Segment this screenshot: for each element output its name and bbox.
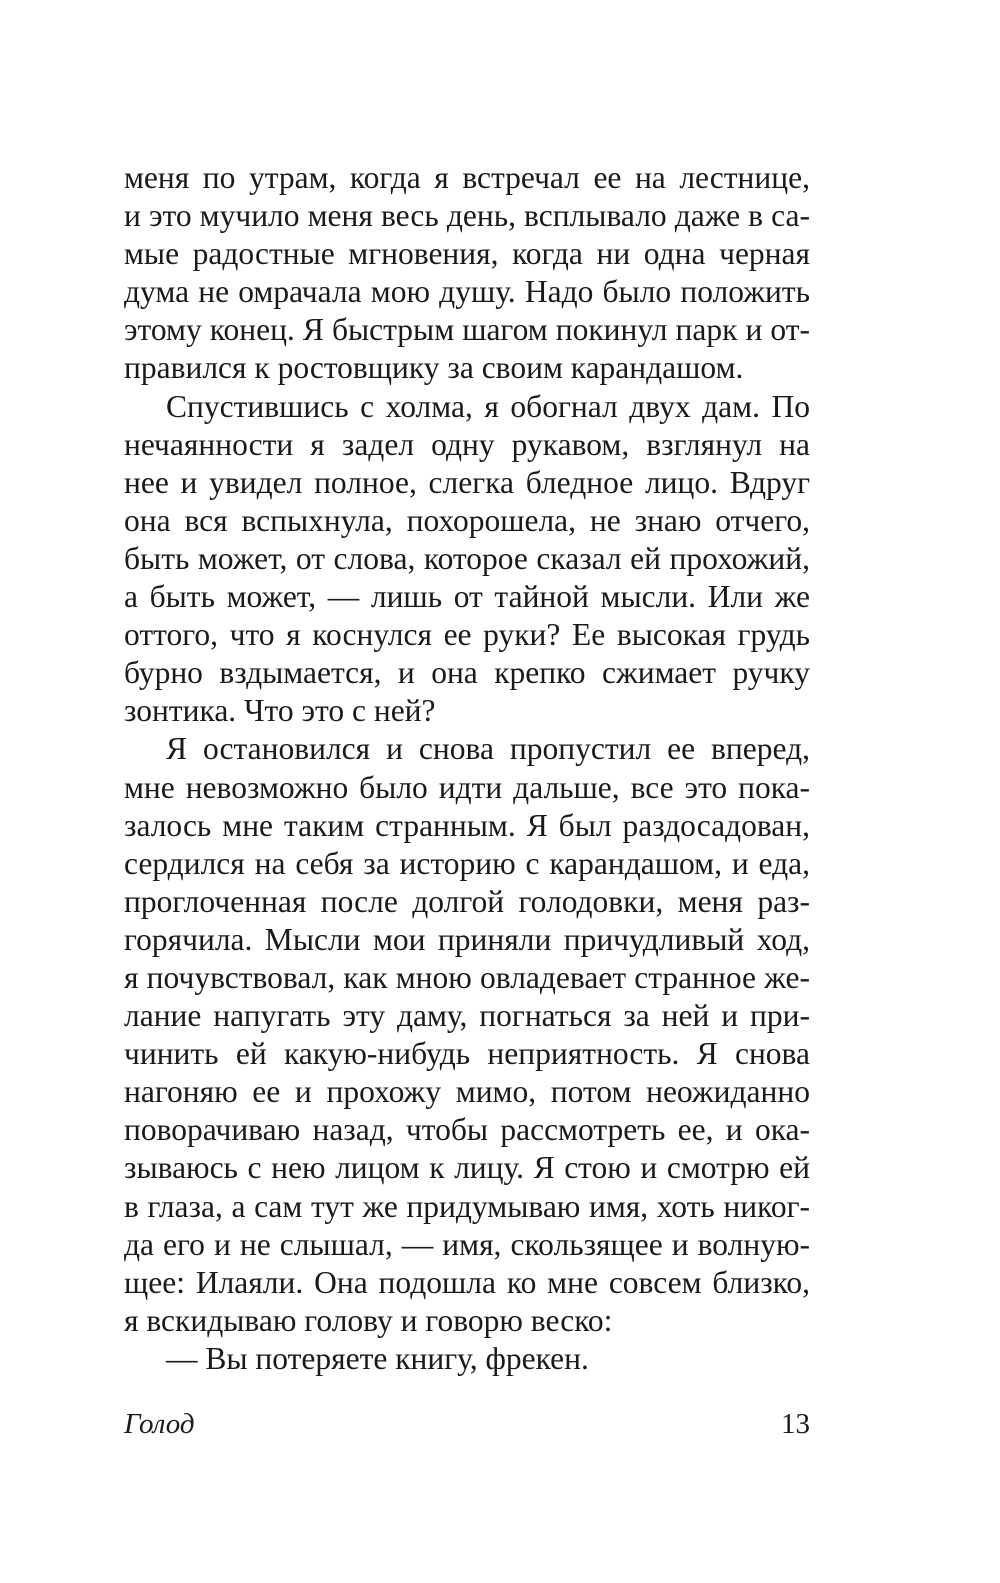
- text-line-6: правился к ростовщику за своим карандашом.: [124, 350, 744, 386]
- text-line-28: в глаза, а сам тут же придумываю имя, хоть никог-: [124, 1188, 810, 1224]
- text-line-29: да его и не слышал, — имя, скользящее и волную-: [124, 1226, 810, 1262]
- text-line-15: зонтика. Что это с ней?: [124, 693, 436, 729]
- text-line-3: мые радостные мгновения, когда ни одна черная: [124, 236, 810, 272]
- text-line-26: поворачиваю назад, чтобы рассмотреть ее, и ока-: [124, 1112, 810, 1148]
- running-title: Голод: [124, 1408, 195, 1440]
- text-line-23: лание напугать эту даму, погнаться за ней и при-: [124, 998, 810, 1034]
- text-line-21: горячила. Мысли мои приняли причудливый ход,: [124, 921, 810, 957]
- text-line-7: Спустившись с холма, я обогнал двух дам. По: [166, 388, 810, 424]
- text-line-8: нечаянности я задел одну рукавом, взглянул на: [124, 426, 810, 462]
- text-line-4: дума не омрачала мою душу. Надо было положить: [124, 274, 810, 310]
- text-line-16: Я остановился и снова пропустил ее вперед,: [166, 731, 810, 767]
- page-footer: [124, 1404, 810, 1444]
- text-line-25: нагоняю ее и прохожу мимо, потом неожиданно: [124, 1074, 810, 1110]
- text-line-18: залось мне таким странным. Я был раздосадован,: [124, 807, 810, 843]
- text-line-1: меня по утрам, когда я встречал ее на лестнице,: [124, 160, 810, 195]
- text-line-24: чинить ей какую-нибудь неприятность. Я снова: [124, 1036, 810, 1072]
- text-line-22: я почувствовал, как мною овладевает странное же-: [124, 959, 810, 995]
- text-line-19: сердился на себя за историю с карандашом, и еда,: [124, 845, 810, 881]
- text-line-30: щее: Илаяли. Она подошла ко мне совсем близко,: [124, 1264, 810, 1300]
- text-line-14: бурно вздымается, и она крепко сжимает ручку: [124, 655, 810, 691]
- text-line-31: я вскидываю голову и говорю веско:: [124, 1302, 613, 1338]
- text-line-27: зываюсь с нею лицом к лицу. Я стою и смотрю ей: [124, 1150, 810, 1186]
- text-line-5: этому конец. Я быстрым шагом покинул парк и от-: [124, 312, 810, 348]
- body-text: [124, 159, 810, 1378]
- text-line-20: проглоченная после долгой голодовки, меня раз-: [124, 883, 810, 919]
- text-line-11: быть может, от слова, которое сказал ей прохожий,: [124, 540, 810, 576]
- page-number: 13: [781, 1408, 810, 1440]
- text-line-2: и это мучило меня весь день, всплывало даже в са-: [124, 198, 810, 234]
- text-line-12: а быть может, — лишь от тайной мысли. Или же: [124, 579, 810, 615]
- text-line-10: она вся вспыхнула, похорошела, не знаю отчего,: [124, 502, 810, 538]
- text-line-13: оттого, что я коснулся ее руки? Ее высокая грудь: [124, 617, 810, 653]
- text-line-17: мне невозможно было идти дальше, все это пока-: [124, 769, 810, 805]
- text-line-9: нее и увидел полное, слегка бледное лицо. Вдруг: [124, 464, 810, 500]
- text-line-32: — Вы потеряете книгу, фрекен.: [166, 1340, 589, 1376]
